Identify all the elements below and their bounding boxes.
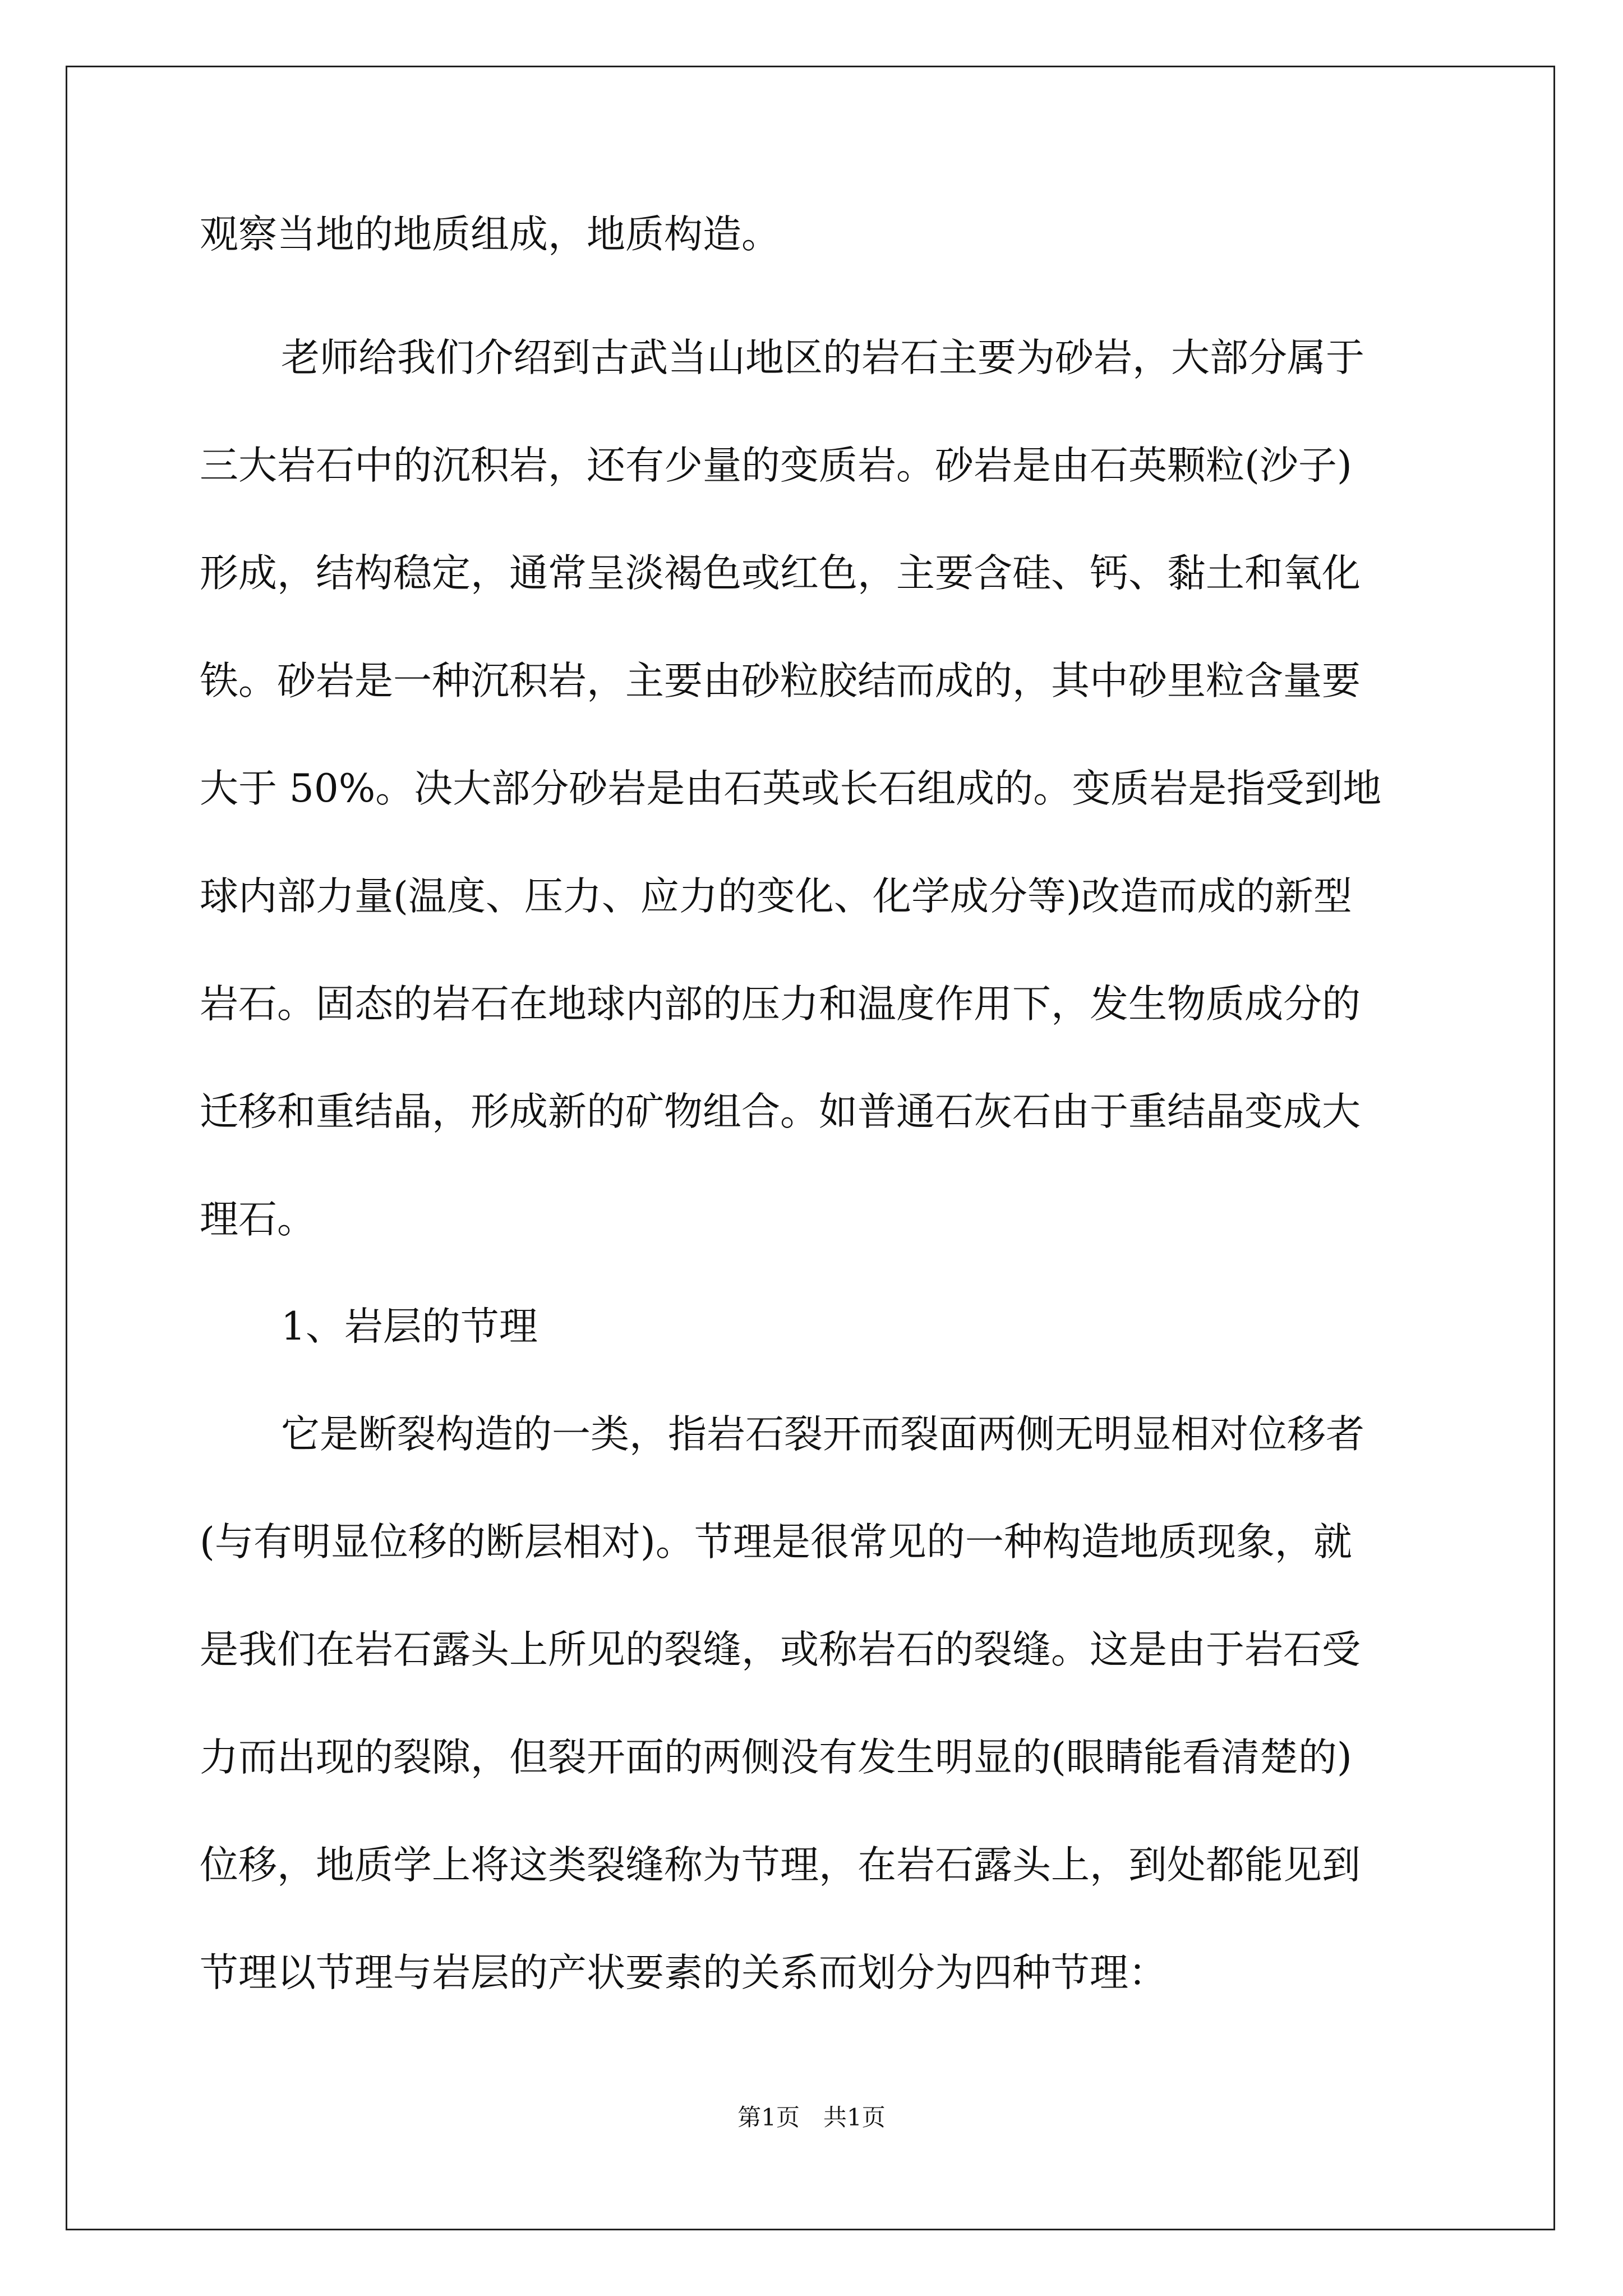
text-line: 大于 50%。决大部分砂岩是由石英或长石组成的。变质岩是指受到地 bbox=[200, 766, 1382, 811]
paragraph-first-line: 老师给我们介绍到古武当山地区的岩石主要为砂岩，大部分属于 bbox=[281, 335, 1364, 380]
text-line: 位移，地质学上将这类裂缝称为节理，在岩石露头上，到处都能见到 bbox=[200, 1843, 1361, 1888]
text-line: 是我们在岩石露头上所见的裂缝，或称岩石的裂缝。这是由于岩石受 bbox=[200, 1627, 1361, 1672]
text-line: 力而出现的裂隙，但裂开面的两侧没有发生明显的(眼睛能看清楚的) bbox=[200, 1735, 1352, 1780]
text-line: 岩石。固态的岩石在地球内部的压力和温度作用下，发生物质成分的 bbox=[200, 982, 1361, 1027]
text-line: 三大岩石中的沉积岩，还有少量的变质岩。砂岩是由石英颗粒(沙子) bbox=[200, 443, 1352, 488]
text-line: 理石。 bbox=[200, 1197, 316, 1242]
text-line: (与有明显位移的断层相对)。节理是很常见的一种构造地质现象，就 bbox=[200, 1520, 1352, 1565]
section-heading: 1、岩层的节理 bbox=[281, 1304, 538, 1349]
text-line: 观察当地的地质组成，地质构造。 bbox=[200, 212, 780, 257]
text-line: 形成，结构稳定，通常呈淡褐色或红色，主要含硅、钙、黏土和氧化 bbox=[200, 551, 1361, 596]
text-line: 迁移和重结晶，形成新的矿物组合。如普通石灰石由于重结晶变成大 bbox=[200, 1089, 1361, 1134]
text-line: 球内部力量(温度、压力、应力的变化、化学成分等)改造而成的新型 bbox=[200, 874, 1352, 919]
text-line: 节理以节理与岩层的产状要素的关系而划分为四种节理： bbox=[200, 1950, 1167, 1995]
text-line: 铁。砂岩是一种沉积岩，主要由砂粒胶结而成的，其中砂里粒含量要 bbox=[200, 659, 1361, 703]
page-border bbox=[66, 66, 1555, 2230]
paragraph-first-line: 它是断裂构造的一类，指岩石裂开而裂面两侧无明显相对位移者 bbox=[281, 1412, 1364, 1457]
page-footer: 第1页 共1页 bbox=[737, 2104, 886, 2131]
